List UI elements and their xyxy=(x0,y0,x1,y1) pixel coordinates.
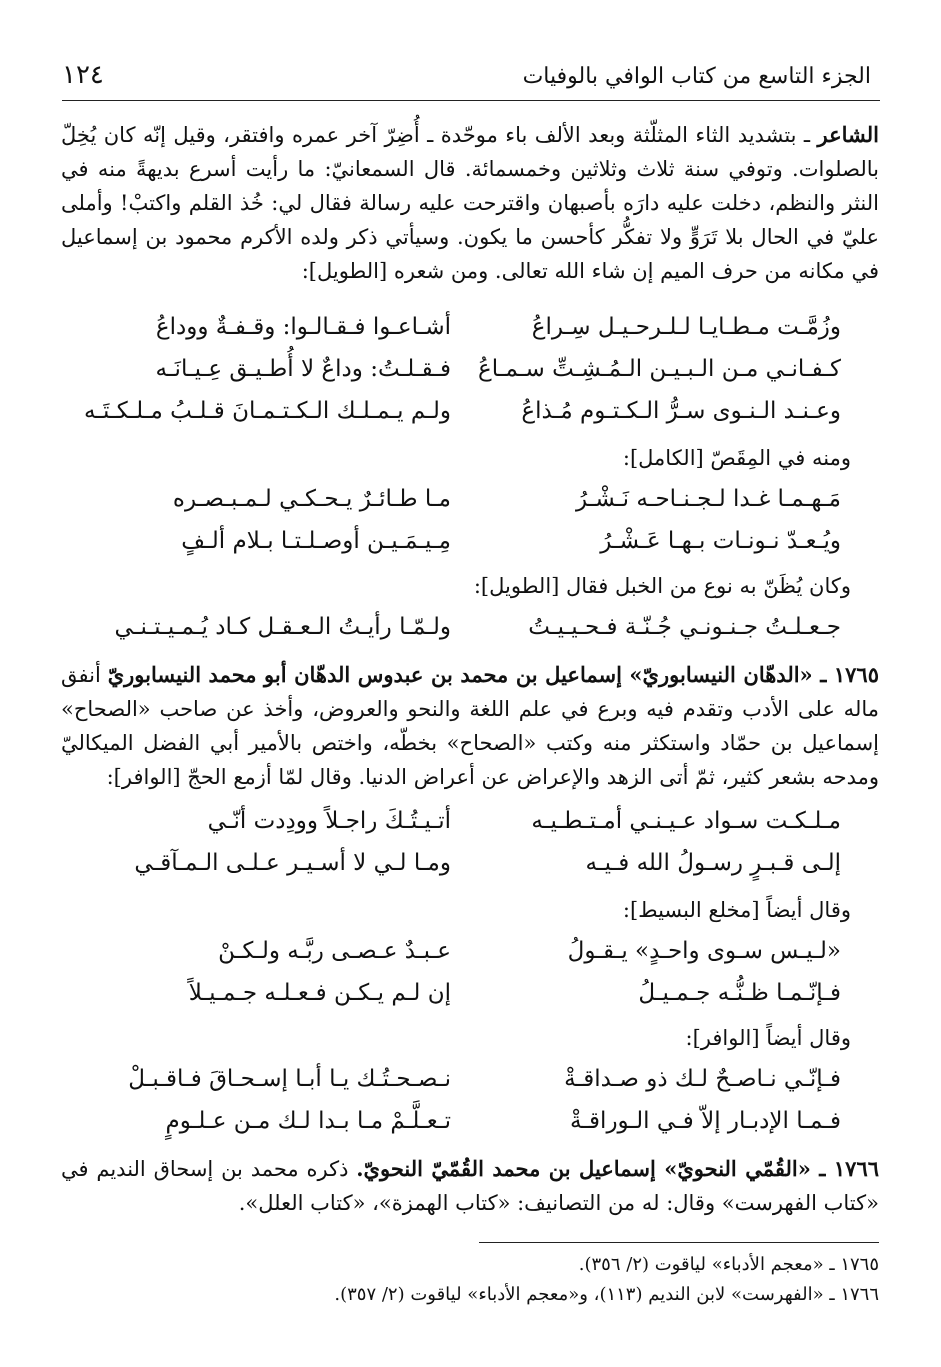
verse-hemistich: فـقـلـتُ: وداعٌ لا أُطـيـق عِـيـانَـه xyxy=(155,356,451,382)
verse-hemistich: مـا طـائـرٌ يـحـكـي لـمـبـصـره xyxy=(172,486,451,512)
verse-hemistich: تـعـلَّـمْ مـا بـدا لـك مـن عـلـومٍ xyxy=(165,1108,451,1134)
footnote-rule xyxy=(479,1242,879,1243)
verse-hemistich: جـعـلـتُ جـنـونـي جُـنّـة فـحـيـيـتُ xyxy=(528,614,841,640)
meter-intro: وقال أيضاً [مخلع البسيط]: xyxy=(622,898,851,922)
verse-hemistich: نـصـحـتُـك يـا أبـا إسـحـاقَ فـاقـبـلْ xyxy=(128,1066,451,1092)
meter-intro: وكان يُظَنّ به نوع من الخبل فقال [الطويل]: xyxy=(473,574,851,598)
verse-hemistich: إلـى قـبـرٍ رسـولُ الله فـيـه xyxy=(585,850,841,876)
verse-hemistich: فـمـا الإدبـار إلاّ فـي الـوراقـةْ xyxy=(569,1108,841,1134)
footnote: ١٧٦٦ ـ «الفهرست» لابن النديم (١١٣)، و«معجم الأدباء» لياقوت (٢/ ٣٥٧). xyxy=(334,1284,879,1305)
verse-hemistich: فـإنّـي نـاصـحٌ لـك ذو صـداقـةْ xyxy=(564,1066,841,1092)
verse-hemistich: «لـيـس سـوى واحـدٍ» يـقـولُ xyxy=(567,938,841,964)
verse-hemistich: أتـيـتُـكَ راجـلاً وودِدت أنّـي xyxy=(207,808,451,834)
entry-title: ١٧٦٦ ـ «القُمّي النحويّ» إسماعيل بن محمد القُمّيّ النحويّ. xyxy=(356,1156,880,1181)
verse-hemistich: وعـنـد الـنـوى سـرُّ الـكـتـوم مُـذاعُ xyxy=(521,398,841,424)
verse-hemistich: مـلـكـت سـواد عـيـنـي أمـتـطـيـه xyxy=(531,808,841,834)
entry-text: ذكره محمد بن إسحاق النديم في «كتاب الفهرست» وقال: له من التصانيف: «كتاب الهمزة»، «كتاب العلل». xyxy=(61,1157,879,1215)
verse-hemistich: مَـهـمـا غـدا لـجـنـاحـه نَـشْـرُ xyxy=(576,486,841,512)
verse-hemistich: وزُمَّـت مـطـايـا لـلـرحـيـل سِـراعُ xyxy=(531,314,841,340)
verse-hemistich: ومـا لـي لا أسـيـر عـلـى الـمـآقـي xyxy=(134,850,451,876)
verse-hemistich: فـإنّـمـا ظـنُّـه جـمـيـلُ xyxy=(638,980,841,1006)
meter-intro: ومنه في المِقَصّ [الكامل]: xyxy=(622,446,851,470)
verse-hemistich: مِـيـمَـيـن أوصـلـتـا بـلام ألـفٍ xyxy=(181,528,451,554)
entry-text: أنفق ماله على الأدب وتقدم فيه وبرع في علم اللغة والنحو والعروض، وأخذ عن صاحب «الصحاح» إسماعيل بن حمّاد واستكثر منه وكتب «الصحاح» بخطّه، واختص بالأمير أبي الفضل الميكاليّ ومدحه بشعر كثير، ثمّ أتى الزهد والإعراض عن أعراض الدنيا. وقال لمّا أزمع الحجّ [الوافر]: xyxy=(61,663,879,789)
verse-hemistich: أشـاعـوا فـقـالـوا: وقـفـةٌ ووداعُ xyxy=(155,314,451,340)
verse-hemistich: إن لـم يـكـن فـعـلـه جـمـيـلاً xyxy=(188,980,451,1006)
meter-intro: وقال أيضاً [الوافر]: xyxy=(685,1026,851,1050)
intro-paragraph xyxy=(61,118,879,288)
entry-1765 xyxy=(61,658,879,794)
entry-1766 xyxy=(61,1152,879,1220)
footnote: ١٧٦٥ ـ «معجم الأدباء» لياقوت (٢/ ٣٥٦). xyxy=(578,1254,879,1275)
running-header-title: الجزء التاسع من كتاب الوافي بالوفيات xyxy=(522,64,871,89)
verse-hemistich: ولـمّـا رأيـتُ الـعـقـل كـاد يُـمـيـتـنـي xyxy=(114,614,451,640)
lead-word: الشاعر xyxy=(817,122,879,147)
page-number: ١٢٤ xyxy=(62,60,104,90)
verse-hemistich: ولـم يـمـلـك الـكـتـمـانَ قـلـبُ مـلـكـتَـه xyxy=(83,398,451,424)
verse-hemistich: كـفـانـي مـن الـبـيـن الـمُـشِـتِّ سـمـاعُ xyxy=(478,356,841,382)
paragraph-text: ـ بتشديد الثاء المثلّثة وبعد الألف باء موحّدة ـ أُضِرّ آخر عمره وافتقر، وقيل إنّه كان يُخِلّ بالصلوات. وتوفي سنة ثلاث وثلاثين وخمسمائة. قال السمعانيّ: ما رأيت أسرع بديهةً منه في النثر والنظم، دخلت عليه دارَه بأصبهان واقترحت عليه رسالة فقال لي: خُذ القلم واكتبْ! وأملى عليّ في الحال بلا تَرَوٍّ ولا تفكُّر كأحسن ما يكون. وسيأتي ذكر ولده الأكرم محمود بن إسماعيل في مكانه من حرف الميم إن شاء الله تعالى. ومن شعره [الطويل]: xyxy=(61,123,879,283)
header-rule xyxy=(62,100,880,101)
entry-title: ١٧٦٥ ـ «الدهّان النيسابوريّ» إسماعيل بن محمد بن عبدوس الدهّان أبو محمد النيسابوريّ xyxy=(107,662,879,687)
verse-hemistich: عـبـدٌ عـصـى ربَّـه ولـكـنْ xyxy=(218,938,451,964)
verse-hemistich: ويُـعـدّ نـونـات بـهـا عَـشْـرُ xyxy=(600,528,841,554)
